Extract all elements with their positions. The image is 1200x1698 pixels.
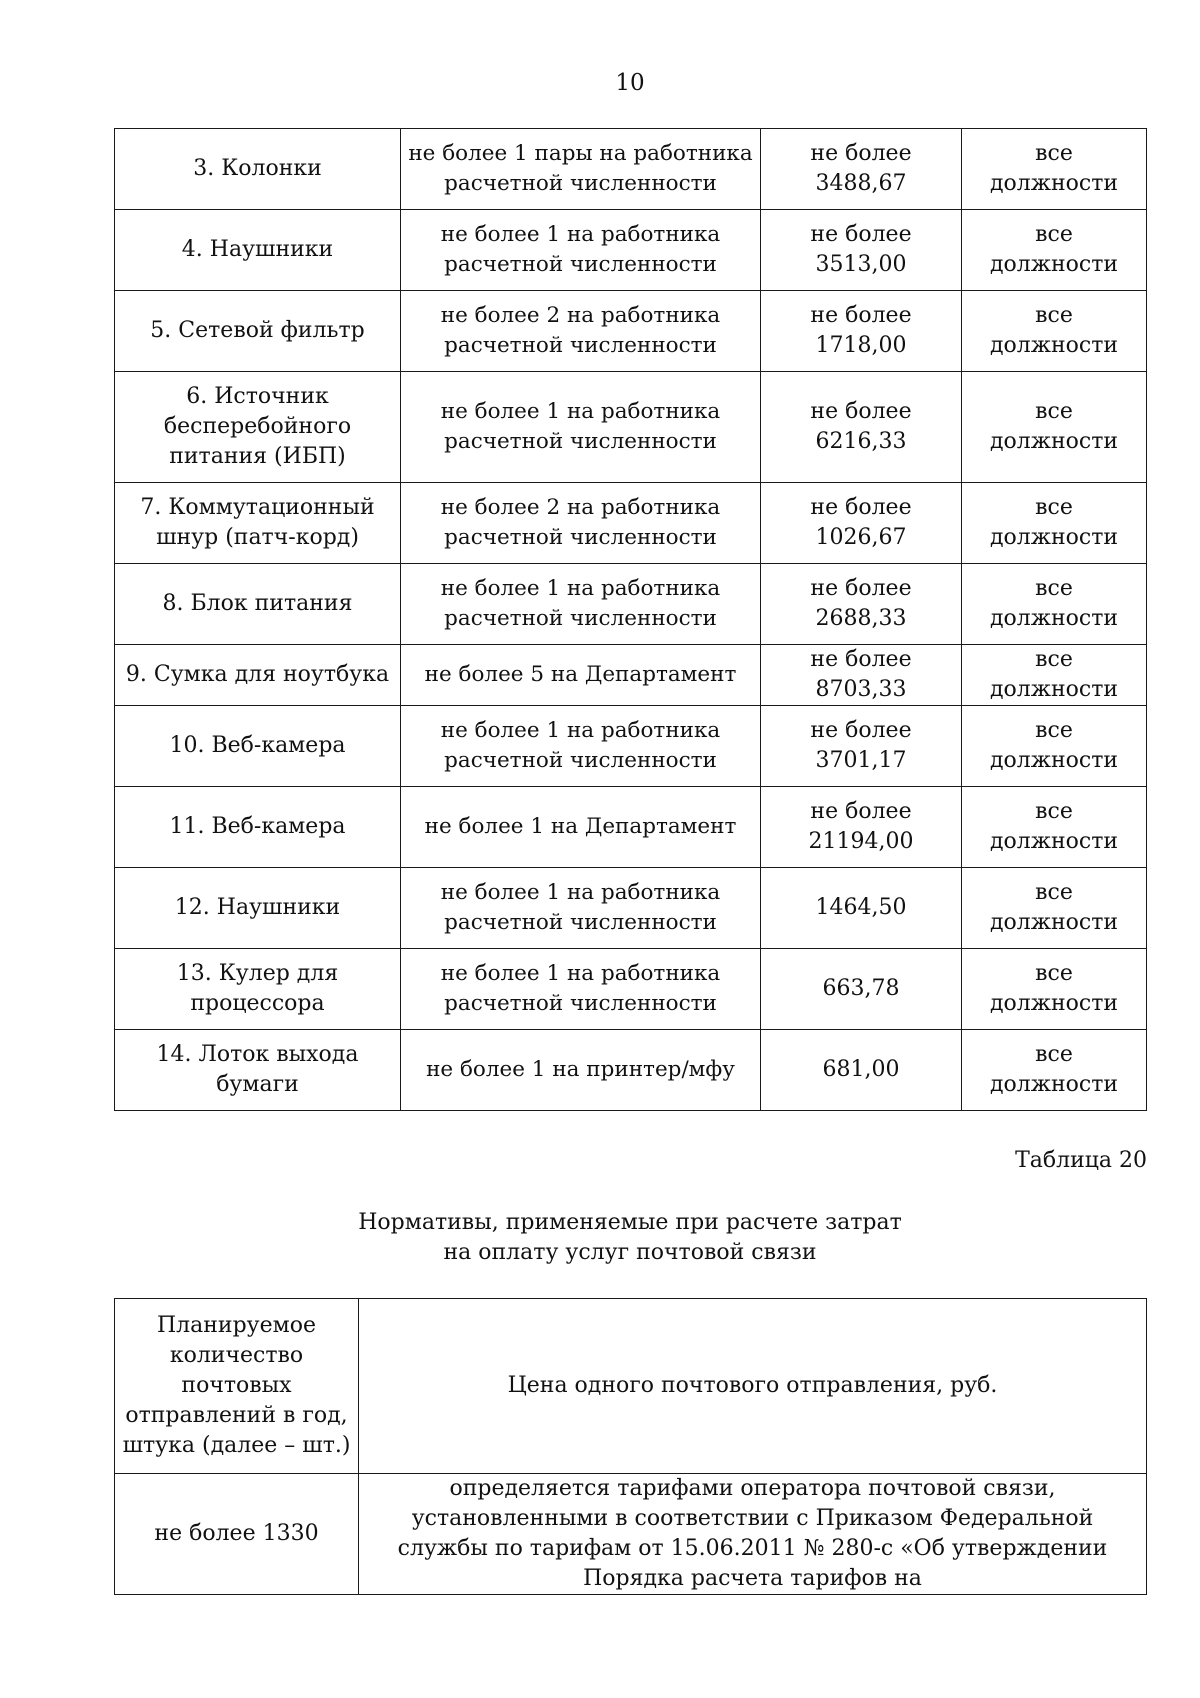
item-name-cell: 7. Коммутационный шнур (патч-корд) <box>115 483 401 564</box>
quantity-cell: не более 2 на работника расчетной численности <box>401 483 761 564</box>
table-label: Таблица 20 <box>1015 1148 1147 1173</box>
price-cell: не более 2688,33 <box>761 564 962 645</box>
price-cell: 681,00 <box>761 1030 962 1111</box>
positions-cell: все должности <box>962 949 1147 1030</box>
positions-cell: все должности <box>962 1030 1147 1111</box>
table-row <box>115 1474 1147 1595</box>
item-name-cell: 5. Сетевой фильтр <box>115 291 401 372</box>
equipment-norms-table <box>114 128 1147 1111</box>
price-cell: не более 3488,67 <box>761 129 962 210</box>
equipment-norms-table-body <box>115 129 1147 1111</box>
item-name-cell: 8. Блок питания <box>115 564 401 645</box>
table-row <box>115 787 1147 868</box>
table-title-line-1: Нормативы, применяемые при расчете затрат <box>358 1210 902 1235</box>
item-name-cell: 9. Сумка для ноутбука <box>115 645 401 706</box>
price-cell: 1464,50 <box>761 868 962 949</box>
price-cell: не более 8703,33 <box>761 645 962 706</box>
price-cell: не более 3701,17 <box>761 706 962 787</box>
price-cell: не более 21194,00 <box>761 787 962 868</box>
positions-cell: все должности <box>962 564 1147 645</box>
quantity-cell: не более 1 на принтер/мфу <box>401 1030 761 1111</box>
positions-cell: все должности <box>962 210 1147 291</box>
table-row <box>115 291 1147 372</box>
table-row <box>115 949 1147 1030</box>
quantity-cell: не более 1 на работника расчетной численности <box>401 949 761 1030</box>
table-row <box>115 706 1147 787</box>
positions-cell: все должности <box>962 645 1147 706</box>
item-name-cell: 4. Наушники <box>115 210 401 291</box>
quantity-cell: не более 1 пары на работника расчетной численности <box>401 129 761 210</box>
table-title-line-2: на оплату услуг почтовой связи <box>443 1240 817 1265</box>
item-name-cell: 14. Лоток выхода бумаги <box>115 1030 401 1111</box>
positions-cell: все должности <box>962 372 1147 483</box>
table-row <box>115 210 1147 291</box>
quantity-cell: не более 1 на работника расчетной численности <box>401 372 761 483</box>
positions-cell: все должности <box>962 868 1147 949</box>
price-cell: не более 6216,33 <box>761 372 962 483</box>
price-rule-cell: определяется тарифами оператора почтовой связи, установленными в соответствии с Приказом Федеральной службы по тарифам от 15.06.2011 № 280-с «Об утверждении Порядка расчета тарифов на <box>359 1474 1147 1595</box>
table-row <box>115 372 1147 483</box>
positions-cell: все должности <box>962 291 1147 372</box>
quantity-cell: не более 1 на работника расчетной численности <box>401 210 761 291</box>
header-quantity-cell: Планируемое количество почтовых отправлений в год, штука (далее – шт.) <box>115 1299 359 1474</box>
postal-norms-table-body <box>115 1299 1147 1595</box>
price-cell: не более 1026,67 <box>761 483 962 564</box>
positions-cell: все должности <box>962 483 1147 564</box>
quantity-cell: не более 2 на работника расчетной численности <box>401 291 761 372</box>
table-row <box>115 483 1147 564</box>
item-name-cell: 12. Наушники <box>115 868 401 949</box>
table-row <box>115 645 1147 706</box>
quantity-cell: не более 5 на Департамент <box>401 645 761 706</box>
table-row <box>115 564 1147 645</box>
positions-cell: все должности <box>962 129 1147 210</box>
postal-norms-table <box>114 1298 1147 1595</box>
item-name-cell: 11. Веб-камера <box>115 787 401 868</box>
quantity-cell: не более 1 на работника расчетной численности <box>401 868 761 949</box>
item-name-cell: 3. Колонки <box>115 129 401 210</box>
page-number: 10 <box>615 70 645 96</box>
table-row <box>115 868 1147 949</box>
price-cell: 663,78 <box>761 949 962 1030</box>
table-row <box>115 129 1147 210</box>
header-price-cell: Цена одного почтового отправления, руб. <box>359 1299 1147 1474</box>
table-title <box>114 1208 1146 1268</box>
item-name-cell: 13. Кулер для процессора <box>115 949 401 1030</box>
positions-cell: все должности <box>962 706 1147 787</box>
table-header-row <box>115 1299 1147 1474</box>
quantity-cell: не более 1 на Департамент <box>401 787 761 868</box>
quantity-cell: не более 1 на работника расчетной численности <box>401 564 761 645</box>
price-cell: не более 1718,00 <box>761 291 962 372</box>
table-row <box>115 1030 1147 1111</box>
item-name-cell: 10. Веб-камера <box>115 706 401 787</box>
positions-cell: все должности <box>962 787 1147 868</box>
quantity-cell: не более 1330 <box>115 1474 359 1595</box>
price-cell: не более 3513,00 <box>761 210 962 291</box>
item-name-cell: 6. Источник бесперебойного питания (ИБП) <box>115 372 401 483</box>
quantity-cell: не более 1 на работника расчетной численности <box>401 706 761 787</box>
